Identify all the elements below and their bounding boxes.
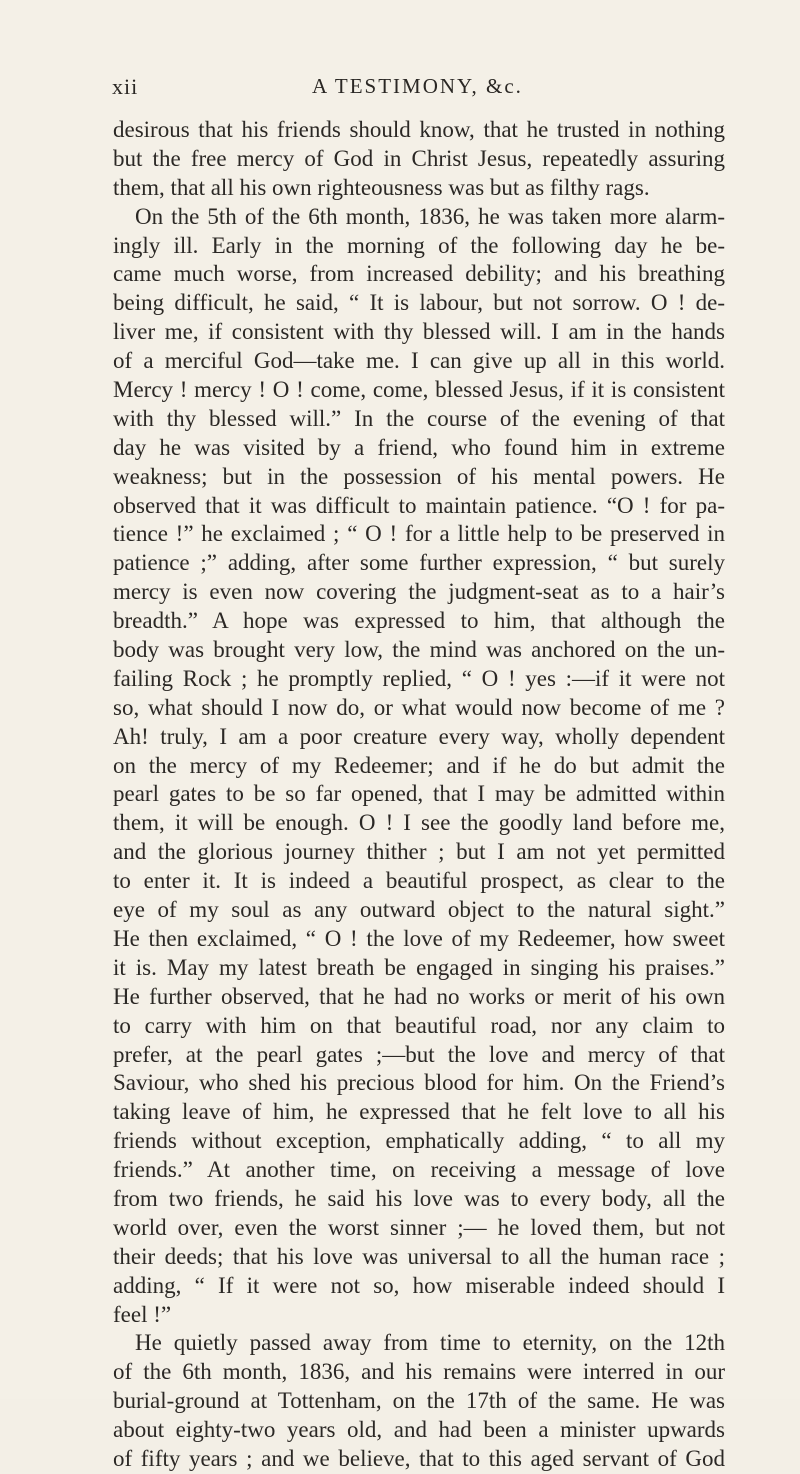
text-line: came much worse, from increased debility; and his breathing <box>113 261 725 287</box>
text-line: friends without exception, emphatically adding, “ to all my <box>113 1128 725 1154</box>
page-header <box>112 74 724 114</box>
text-line: prefer, at the pearl gates ;—but the love and mercy of that <box>113 1041 725 1067</box>
text-line: with thy blessed will.” In the course of the evening of that <box>113 405 725 431</box>
text-line: Ah! truly, I am a poor creature every way, wholly dependent <box>113 723 725 749</box>
text-line: but the free mercy of God in Christ Jesus, repeatedly assuring <box>113 145 725 171</box>
text-line: He quietly passed away from time to eternity, on the 12th <box>135 1330 725 1356</box>
text-line: being difficult, he said, “ It is labour, but not sorrow. O ! de- <box>113 290 725 316</box>
text-line: desirous that his friends should know, that he trusted in nothing <box>113 117 725 142</box>
text-line: world over, even the worst sinner ;— he loved them, but not <box>113 1214 725 1240</box>
text-line: weakness; but in the possession of his mental powers. He <box>113 463 725 489</box>
text-line: He then exclaimed, “ O ! the love of my Redeemer, how sweet <box>113 925 725 951</box>
text-line: on the mercy of my Redeemer; and if he do but admit the <box>113 752 725 778</box>
running-head: A TESTIMONY, &c. <box>312 74 523 98</box>
text-line: to carry with him on that beautiful road, nor any claim to <box>113 1012 725 1038</box>
text-line: mercy is even now covering the judgment-seat as to a hair’s <box>113 579 725 605</box>
text-line: adding, “ If it were not so, how miserable indeed should I <box>113 1272 725 1298</box>
text-line: of a merciful God—take me. I can give up all in this world. <box>113 348 725 374</box>
text-line: from two friends, he said his love was to every body, all the <box>113 1185 725 1211</box>
text-line: On the 5th of the 6th month, 1836, he was taken more alarm- <box>135 203 725 229</box>
text-line: feel !” <box>113 1301 172 1327</box>
text-line: it is. May my latest breath be engaged in singing his praises.” <box>113 954 725 980</box>
body-text <box>113 116 725 1474</box>
text-line: so, what should I now do, or what would now become of me ? <box>113 694 725 720</box>
text-line: He further observed, that he had no works or merit of his own <box>113 983 725 1009</box>
text-line: Mercy ! mercy ! O ! come, come, blessed Jesus, if it is consistent <box>113 377 725 403</box>
text-line: of the 6th month, 1836, and his remains were interred in our <box>113 1359 725 1385</box>
text-line: breadth.” A hope was expressed to him, that although the <box>113 608 725 634</box>
page-number: xii <box>112 74 139 99</box>
text-line: pearl gates to be so far opened, that I may be admitted within <box>113 781 725 807</box>
text-line: day he was visited by a friend, who found him in extreme <box>113 434 725 460</box>
text-line: patience ;” adding, after some further expression, “ but surely <box>113 550 725 576</box>
text-line: friends.” At another time, on receiving a message of love <box>113 1157 725 1183</box>
text-line: observed that it was difficult to maintain patience. “O ! for pa- <box>113 492 725 518</box>
text-line: their deeds; that his love was universal to all the human race ; <box>113 1243 725 1269</box>
text-line: failing Rock ; he promptly replied, “ O ! yes :—if it were not <box>113 665 725 691</box>
text-line: Saviour, who shed his precious blood for him. On the Friend’s <box>113 1070 725 1096</box>
text-line: to enter it. It is indeed a beautiful prospect, as clear to the <box>113 868 725 894</box>
text-line: taking leave of him, he expressed that he felt love to all his <box>113 1099 725 1125</box>
text-line: them, it will be enough. O ! I see the goodly land before me, <box>113 810 725 836</box>
text-line: of fifty years ; and we believe, that to this aged servant of God <box>113 1445 725 1471</box>
text-line: body was brought very low, the mind was anchored on the un- <box>113 637 725 663</box>
text-line: tience !” he exclaimed ; “ O ! for a little help to be preserved in <box>113 521 725 547</box>
text-line: them, that all his own righteousness was but as filthy rags. <box>113 174 650 200</box>
text-line: ingly ill. Early in the morning of the following day he be- <box>113 232 725 258</box>
text-line: liver me, if consistent with thy blessed will. I am in the hands <box>113 319 725 345</box>
text-line: about eighty-two years old, and had been a minister upwards <box>113 1417 725 1443</box>
text-line: and the glorious journey thither ; but I am not yet permitted <box>113 839 725 865</box>
text-line: burial-ground at Tottenham, on the 17th of the same. He was <box>113 1388 725 1414</box>
text-line: eye of my soul as any outward object to the natural sight.” <box>113 897 725 923</box>
